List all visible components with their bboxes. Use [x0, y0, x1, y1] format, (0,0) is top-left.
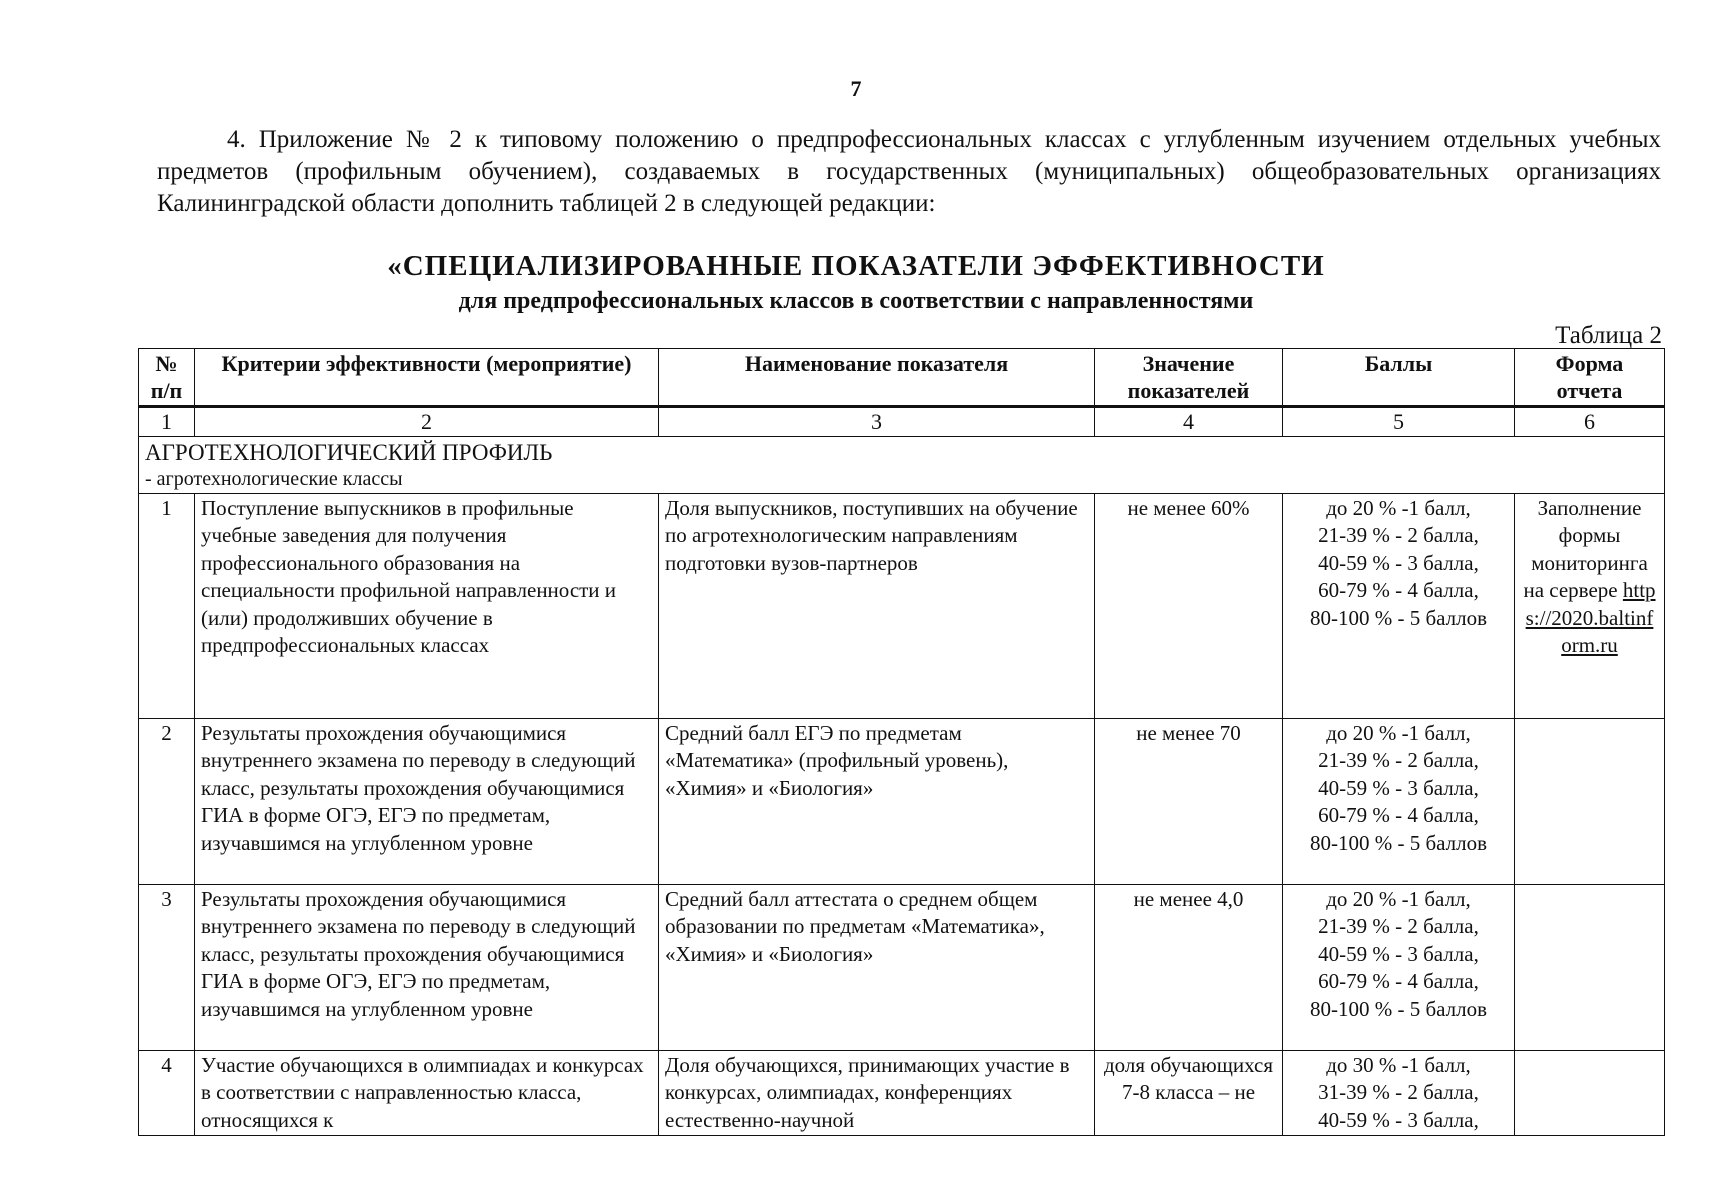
row-value: доля обучающихся 7-8 класса – не	[1095, 1050, 1283, 1136]
row-criteria: Результаты прохождения обучающимися внутреннего экзамена по переводу в следующий класс, результаты прохождения обучающимися ГИА в форме ОГЭ, ЕГЭ по предметам, изучавшимся на углубленном уровне	[195, 884, 659, 1050]
row-criteria: Участие обучающихся в олимпиадах и конкурсах в соответствии с направленностью класса, относящихся к	[195, 1050, 659, 1136]
row-form	[1515, 718, 1665, 884]
row-number: 3	[139, 884, 195, 1050]
form-link[interactable]: https://2020.baltinform.ru	[1525, 578, 1656, 657]
header-criteria: Критерии эффективности (мероприятие)	[195, 349, 659, 407]
row-number: 2	[139, 718, 195, 884]
points-line: 21-39 % - 2 балла,	[1318, 748, 1479, 772]
row-indicator: Средний балл аттестата о среднем общем образовании по предметам «Математика», «Химия» и «Биология»	[659, 884, 1095, 1050]
page-number: 7	[850, 76, 862, 101]
form-text: Заполнение формы мониторинга на сервере	[1523, 495, 1648, 602]
points-line: до 30 % -1 балл,	[1326, 1052, 1471, 1077]
points-line: 21-39 % - 2 балла,	[1318, 523, 1479, 547]
points-line: 31-39 % - 2 балла,	[1318, 1080, 1479, 1104]
points-line: 60-79 % - 4 балла,	[1318, 578, 1479, 602]
table-label: Таблица 2	[1555, 322, 1662, 349]
column-number: 5	[1283, 407, 1515, 437]
column-number: 4	[1095, 407, 1283, 437]
points-line: 40-59 % - 3 балла,	[1318, 1107, 1479, 1132]
row-value: не менее 60%	[1095, 493, 1283, 718]
row-points	[1283, 718, 1515, 884]
column-number-row	[139, 407, 1665, 437]
row-points	[1283, 1050, 1515, 1136]
table-row	[139, 1050, 1665, 1136]
row-form	[1515, 493, 1665, 718]
indicators-table	[138, 348, 1665, 1136]
header-value: Значение показателей	[1095, 349, 1283, 407]
section-row	[139, 436, 1665, 493]
section-cell	[139, 436, 1665, 493]
table-row	[139, 493, 1665, 718]
row-number: 4	[139, 1050, 195, 1136]
row-criteria: Поступление выпускников в профильные учебные заведения для получения профессионального образования на специальности профильной направленности и (или) продолживших обучение в предпрофессиональных классах	[195, 493, 659, 718]
header-num: № п/п	[139, 349, 195, 407]
table-row	[139, 884, 1665, 1050]
column-number: 1	[139, 407, 195, 437]
row-value: не менее 70	[1095, 718, 1283, 884]
points-line: 80-100 % - 5 баллов	[1309, 830, 1488, 855]
table-row	[139, 718, 1665, 884]
row-indicator: Доля обучающихся, принимающих участие в конкурсах, олимпиадах, конференциях естественно-научной	[659, 1050, 1095, 1136]
table-subtitle: для предпрофессиональных классов в соответствии с направленностями	[458, 288, 1254, 314]
intro-paragraph: 4. Приложение № 2 к типовому положению о предпрофессиональных классах с углубленным изучением отдельных учебных предметов (профильным обучением), создаваемых в государственных (муниципальных) общеобразовательных организациях Калининградской области дополнить таблицей 2 в следующей редакции:	[157, 126, 1661, 217]
points-line: 80-100 % - 5 баллов	[1309, 996, 1488, 1021]
row-points	[1283, 884, 1515, 1050]
row-indicator: Доля выпускников, поступивших на обучение по агротехнологическим направлениям подготовки вузов-партнеров	[659, 493, 1095, 718]
row-form	[1515, 884, 1665, 1050]
row-criteria: Результаты прохождения обучающимися внутреннего экзамена по переводу в следующий класс, результаты прохождения обучающимися ГИА в форме ОГЭ, ЕГЭ по предметам, изучавшимся на углубленном уровне	[195, 718, 659, 884]
row-number: 1	[139, 493, 195, 718]
row-points	[1283, 493, 1515, 718]
column-number: 3	[659, 407, 1095, 437]
points-line: 60-79 % - 4 балла,	[1318, 969, 1479, 993]
table-title: «СПЕЦИАЛИЗИРОВАННЫЕ ПОКАЗАТЕЛИ ЭФФЕКТИВНОСТИ	[387, 250, 1325, 282]
points-line: 21-39 % - 2 балла,	[1318, 914, 1479, 938]
header-indicator: Наименование показателя	[659, 349, 1095, 407]
points-line: 40-59 % - 3 балла,	[1318, 550, 1479, 575]
row-indicator: Средний балл ЕГЭ по предметам «Математика» (профильный уровень), «Химия» и «Биология»	[659, 718, 1095, 884]
points-line: 40-59 % - 3 балла,	[1318, 775, 1479, 800]
column-number: 6	[1515, 407, 1665, 437]
section-title: АГРОТЕХНОЛОГИЧЕСКИЙ ПРОФИЛЬ	[145, 439, 553, 465]
row-value: не менее 4,0	[1095, 884, 1283, 1050]
points-line: 40-59 % - 3 балла,	[1318, 941, 1479, 966]
points-line: до 20 % -1 балл,	[1326, 886, 1471, 911]
points-line: до 20 % -1 балл,	[1326, 495, 1471, 520]
header-points: Баллы	[1283, 349, 1515, 407]
section-subtitle: - агротехнологические классы	[145, 467, 403, 490]
points-line: 80-100 % - 5 баллов	[1309, 605, 1488, 630]
points-line: 60-79 % - 4 балла,	[1318, 803, 1479, 827]
header-form: Форма отчета	[1515, 349, 1665, 407]
column-number: 2	[195, 407, 659, 437]
table-header-row	[139, 349, 1665, 407]
row-form	[1515, 1050, 1665, 1136]
points-line: до 20 % -1 балл,	[1326, 720, 1471, 745]
